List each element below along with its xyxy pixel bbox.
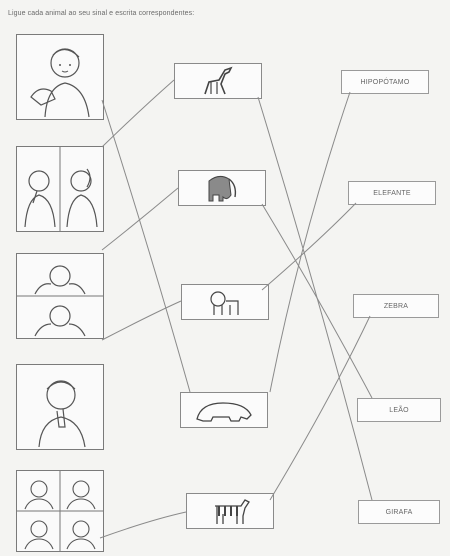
signing-person-illustration (17, 471, 103, 551)
signing-person-illustration (17, 365, 103, 449)
sign-box-2 (16, 146, 104, 232)
word-box-giraffe: GIRAFA (358, 500, 440, 524)
connecting-line (262, 203, 356, 290)
connecting-line (270, 92, 350, 392)
connecting-line (102, 188, 178, 250)
word-box-hippopotamus: HIPOPÓTAMO (341, 70, 429, 94)
connecting-line (102, 80, 174, 147)
connecting-line (102, 301, 181, 340)
sign-box-1 (16, 34, 104, 120)
sign-box-5 (16, 470, 104, 552)
hippopotamus-icon (181, 393, 267, 427)
connecting-line (100, 512, 186, 538)
word-box-elephant: ELEFANTE (348, 181, 436, 205)
giraffe-icon (175, 64, 261, 98)
animal-box-elephant (178, 170, 266, 206)
animal-box-giraffe (174, 63, 262, 99)
zebra-icon (187, 494, 273, 528)
sign-box-3 (16, 253, 104, 339)
signing-person-illustration (17, 147, 103, 231)
lion-icon (182, 285, 268, 319)
animal-box-zebra (186, 493, 274, 529)
word-box-zebra: ZEBRA (353, 294, 439, 318)
instruction-text: Ligue cada animal ao seu sinal e escrita correspondentes: (8, 10, 195, 17)
connecting-line (102, 100, 190, 392)
word-box-lion: LEÃO (357, 398, 441, 422)
sign-box-4 (16, 364, 104, 450)
signing-person-illustration (17, 254, 103, 338)
animal-box-lion (181, 284, 269, 320)
connecting-line (270, 316, 370, 500)
signing-person-illustration (17, 35, 103, 119)
animal-box-hippopotamus (180, 392, 268, 428)
elephant-icon (179, 171, 265, 205)
